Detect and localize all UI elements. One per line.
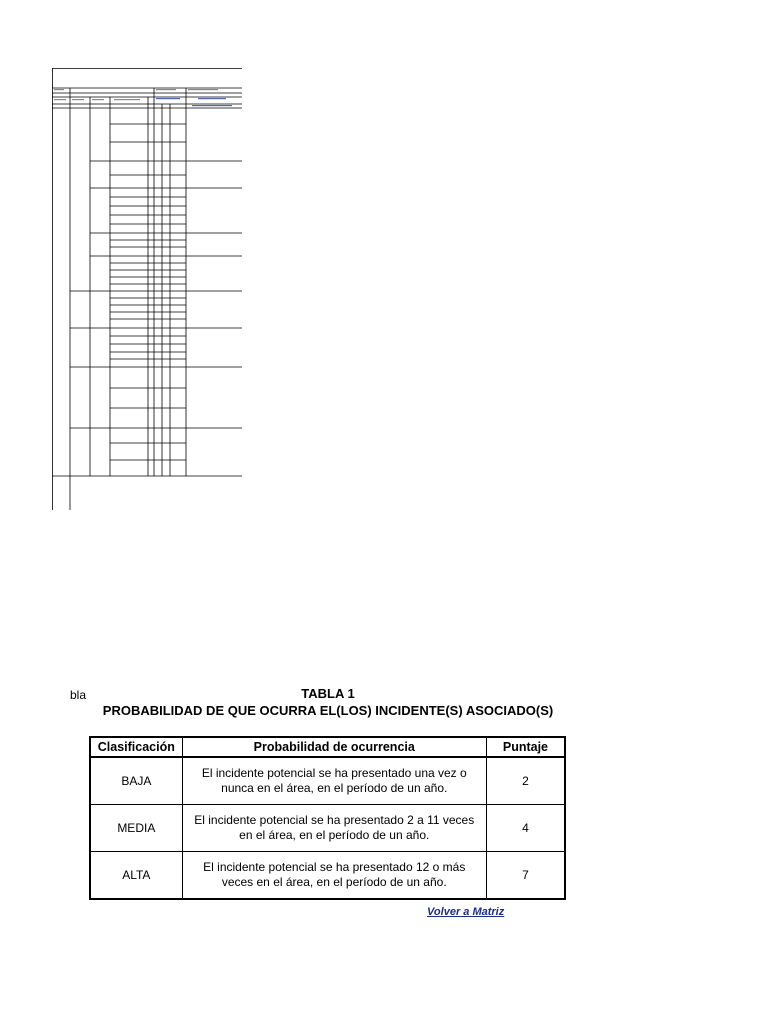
cell-classification: MEDIA — [90, 805, 182, 852]
header-classification: Clasificación — [90, 737, 182, 757]
probability-line: El incidente potencial se ha presentado 2 a 11 veces — [194, 813, 475, 827]
cell-score: 7 — [486, 852, 565, 900]
table-row — [90, 757, 565, 805]
probability-line: en el área, en el período de un año. — [239, 828, 430, 842]
prefix-text: bla — [70, 688, 87, 702]
header-probability: Probabilidad de ocurrencia — [182, 737, 486, 757]
probability-line: El incidente potencial se ha presentado una vez o — [201, 766, 467, 780]
cell-classification: BAJA — [90, 757, 182, 805]
table-subtitle: PROBABILIDAD DE QUE OCURRA EL(LOS) INCIDENTE(S) ASOCIADO(S) — [102, 703, 554, 718]
cell-probability — [182, 757, 486, 805]
probability-line: veces en el área, en el período de un año. — [221, 875, 447, 889]
cell-probability — [182, 852, 486, 900]
table-title: TABLA 1 — [301, 686, 355, 701]
matrix-thumbnail — [52, 68, 242, 510]
table-row — [90, 805, 565, 852]
probability-table — [89, 736, 566, 900]
cell-score: 4 — [486, 805, 565, 852]
table-header-row — [90, 737, 565, 757]
cell-classification: ALTA — [90, 852, 182, 900]
probability-line: El incidente potencial se ha presentado 12 o más — [203, 860, 466, 874]
probability-line: nunca en el área, en el período de un año. — [221, 781, 448, 795]
cell-score: 2 — [486, 757, 565, 805]
header-score: Puntaje — [486, 737, 565, 757]
table-row — [90, 852, 565, 900]
back-to-matrix-link[interactable]: Volver a Matriz — [427, 906, 505, 918]
cell-probability — [182, 805, 486, 852]
